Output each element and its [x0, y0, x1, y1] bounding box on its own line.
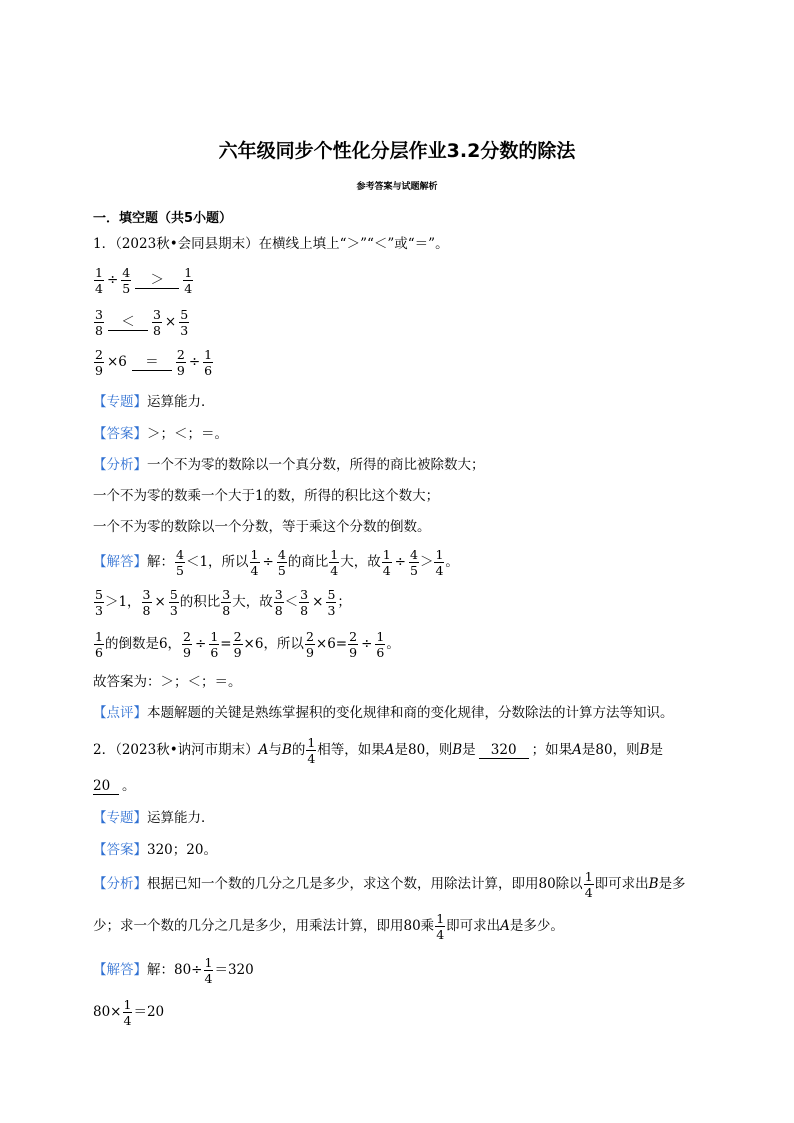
q1-answer: 【答案】＞；＜；＝。: [93, 426, 228, 442]
q2-stem: 2．（2023秋•讷河市期末）A与B的 $\frac{1}{4}$ 相等，如果A是80，则B是 320 ；如果A是80，则B是: [93, 735, 664, 767]
topic-label: 【专题】: [93, 810, 147, 826]
q2-stem-line2: 20 。: [93, 778, 136, 794]
fraction: $\frac{3}{8}$: [152, 307, 161, 339]
q1-solution-line3: $\frac{1}{6}$ 的倒数是6， $\frac{2}{9}$ ÷ $\frac{1}{6}$ = $\frac{2}{9}$ ×6，所以 $\frac{2}{9}$ ×6= $\frac{2}{9}$ ÷ $\frac{1}{6}$ 。: [95, 629, 400, 661]
q1-row1-answer: ＞: [135, 274, 179, 289]
solution-label: 【解答】: [93, 962, 147, 979]
q1-solution-line2: $\frac{5}{3}$ ＞1， $\frac{3}{8}$ × $\frac{5}{3}$ 的积比 $\frac{3}{8}$ 大，故 $\frac{3}{8}$ ＜ $\frac{3}{8}$ × $\frac{5}{3}$ ；: [95, 587, 351, 619]
page-subtitle: 参考答案与试题解析: [356, 182, 438, 192]
q1-row3: $\frac{2}{9}$ ×6 ＝ $\frac{2}{9}$ ÷ $\frac{1}{6}$: [95, 347, 213, 379]
q2-analysis: 【分析】根据已知一个数的几分之几是多少，求这个数，用除法计算，即用80除以 $\frac{1}{4}$ 即可求出B是多: [93, 869, 686, 901]
q1-comment: 【点评】本题解题的关键是熟练掌握积的变化规律和商的变化规律，分数除法的计算方法等知识。: [93, 705, 674, 721]
q2-solution: 【解答】解：80÷ $\frac{1}{4}$ ＝320: [93, 955, 254, 987]
q2-blank2: 20: [93, 780, 119, 795]
fraction: $\frac{3}{8}$: [95, 307, 103, 339]
answer-label: 【答案】: [93, 426, 147, 442]
q2-blank1: 320: [479, 744, 529, 759]
q1-row2-answer: ＜: [108, 316, 148, 331]
fraction: $\frac{5}{3}$: [180, 307, 189, 339]
fraction: $\frac{1}{4}$: [184, 265, 193, 297]
answer-label: 【答案】: [93, 842, 147, 858]
q1-analysis-line3: 一个不为零的数除以一个分数，等于乘这个分数的倒数。: [93, 519, 431, 535]
q1-row3-answer: ＝: [132, 356, 172, 371]
q1-row1: $\frac{1}{4}$ ÷ $\frac{4}{5}$ ＞ $\frac{1}{4}$: [95, 265, 193, 297]
q2-solution-line2: 80× $\frac{1}{4}$ ＝20: [93, 997, 165, 1029]
q2-topic: 【专题】运算能力．: [93, 810, 215, 826]
section-title: 一．填空题（共5小题）: [93, 211, 233, 226]
q1-final-answer: 故答案为：＞；＜；＝。: [93, 674, 242, 690]
analysis-label: 【分析】: [93, 457, 147, 473]
solution-label: 【解答】: [93, 554, 147, 571]
analysis-label: 【分析】: [93, 876, 147, 893]
q1-analysis: 【分析】一个不为零的数除以一个真分数，所得的商比被除数大；: [93, 457, 485, 473]
fraction: $\frac{4}{5}$: [122, 265, 131, 297]
q1-solution: 【解答】解： $\frac{4}{5}$ ＜1，所以 $\frac{1}{4}$ ÷ $\frac{4}{5}$ 的商比 $\frac{1}{4}$ 大，故 $\frac{1}{4}$ ÷ $\frac{4}{5}$ ＞ $\frac{1}{4}$ 。: [93, 547, 459, 579]
q1-analysis-line2: 一个不为零的数乘一个大于1的数，所得的积比这个数大；: [93, 488, 440, 504]
q1-topic: 【专题】运算能力．: [93, 394, 215, 410]
page-title: 六年级同步个性化分层作业3.2分数的除法: [218, 140, 576, 162]
q2-analysis-line2: 少；求一个数的几分之几是多少，用乘法计算，即用80乘 $\frac{1}{4}$ 即可求出A是多少。: [93, 911, 564, 943]
q1-row2: $\frac{3}{8}$ ＜ $\frac{3}{8}$ × $\frac{5}{3}$: [95, 307, 189, 339]
q2-answer: 【答案】320；20。: [93, 842, 217, 858]
q1-stem: [93, 238, 449, 252]
fraction: $\frac{1}{4}$: [95, 265, 103, 297]
fraction: $\frac{1}{6}$: [204, 347, 213, 379]
fraction: $\frac{2}{9}$: [176, 347, 185, 379]
comment-label: 【点评】: [93, 705, 147, 721]
q1-number: 1．: [93, 236, 116, 252]
q1-source: （2023秋•会同县期末）在横线上填上“＞”“＜”或“＝”。: [115, 236, 449, 252]
fraction: $\frac{2}{9}$: [95, 347, 103, 379]
topic-label: 【专题】: [93, 394, 147, 410]
